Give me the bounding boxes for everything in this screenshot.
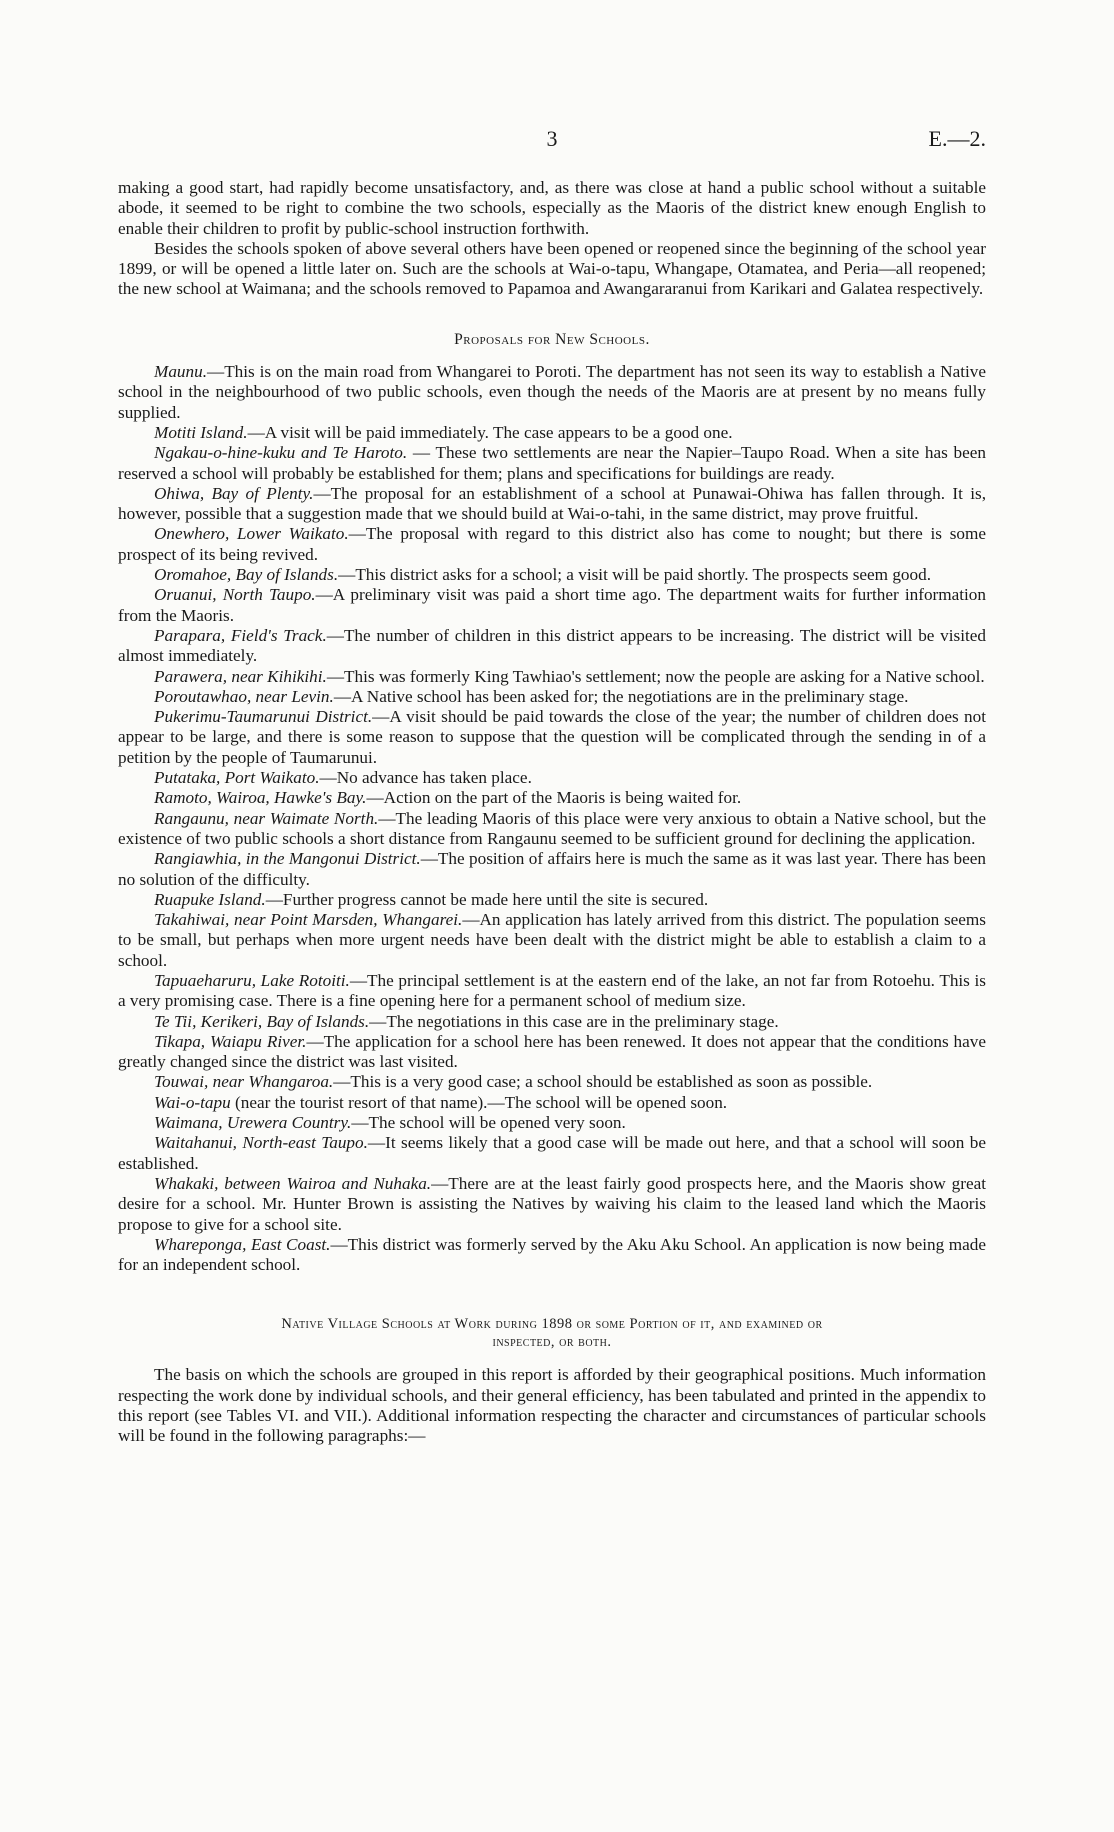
proposal-entry (118, 910, 986, 971)
proposal-text: —The principal settlement is at the eastern end of the lake, an not far from Rotoehu. This is a very promising case. There is a fine opening here for a permanent school of medium size. (118, 970, 986, 1011)
proposal-entry (118, 362, 986, 423)
proposal-entry (118, 423, 986, 443)
proposal-text: —There are at the least fairly good prospects here, and the Maoris show great desire for a school. Mr. Hunter Brown is assisting the Natives by waiving his claim to the leased land which the Maoris propose to give for a school site. (118, 1173, 986, 1234)
proposal-text: —An application has lately arrived from this district. The population seems to be small, but perhaps when more urgent needs have been dealt with the district might be able to establish a claim to a school. (118, 910, 986, 970)
intro-paragraph-1: making a good start, had rapidly become unsatisfactory, and, as there was close at hand a public school without a suitable abode, it seemed to be right to combine the two schools, especially as the Maoris of the district knew enough English to enable their children to profit by public-school instruction forthwith. (118, 178, 986, 238)
proposal-entry (118, 707, 986, 768)
proposal-entry (118, 667, 986, 687)
proposal-text: —The proposal with regard to this district also has come to nought; but there is some prospect of its being revived. (118, 524, 986, 564)
proposal-place: Waimana, Urewera Country. (154, 1113, 352, 1133)
proposal-text: —It seems likely that a good case will be made out here, and that a school will soon be established. (118, 1133, 986, 1173)
proposal-text: —This is on the main road from Whangarei to Poroti. The department has not seen its way to establish a Native school in the neighbourhood of two public schools, even though the needs of the Maoris are at present by no means fully supplied. (118, 362, 986, 422)
proposal-place: Parawera, near Kihikihi. (154, 666, 327, 686)
proposal-text: —The school will be opened very soon. (351, 1113, 626, 1133)
proposal-text: —A preliminary visit was paid a short time ago. The department waits for further information from the Maoris. (118, 585, 986, 625)
proposal-place: Oromahoe, Bay of Islands. (154, 565, 339, 585)
proposal-text: —This district was formerly served by the Aku Aku School. An application is now being made for an independent school. (118, 1234, 986, 1275)
proposals-list (118, 362, 986, 1275)
proposal-entry (118, 443, 986, 484)
section-heading (118, 1315, 986, 1351)
proposal-place: Ruapuke Island. (154, 889, 266, 909)
section-paragraph: The basis on which the schools are grouped in this report is afforded by their geographical positions. Much information respecting the work done by individual schools, and their general efficiency, has been tabulated and printed in the appendix to this report (see Tables VI. and VII.). Additional information respecting the character and circumstances of particular schools will be found in the following paragraphs:— (118, 1365, 986, 1446)
proposal-entry (118, 687, 986, 707)
proposal-text: —Action on the part of the Maoris is being waited for. (366, 788, 742, 808)
page-header (118, 126, 986, 156)
proposal-text: —The proposal for an establishment of a school at Punawai-Ohiwa has fallen through. It is, however, possible that a suggestion made that we should build at Wai-o-tahi, in the same district, may prove fruitful. (118, 483, 986, 524)
proposal-place: Rangaunu, near Waimate North. (154, 808, 379, 828)
proposal-text: —This is a very good case; a school should be established as soon as possible. (333, 1072, 873, 1092)
proposal-entry (118, 1012, 986, 1032)
proposal-place: Whakaki, between Wairoa and Nuhaka. (154, 1173, 432, 1193)
proposal-entry (118, 585, 986, 626)
proposal-entry (118, 1235, 986, 1276)
proposal-text: —Further progress cannot be made here until the site is secured. (265, 889, 709, 909)
proposal-text: —The negotiations in this case are in the preliminary stage. (369, 1011, 779, 1031)
proposal-text: —The position of affairs here is much the same as it was last year. There has been no solution of the difficulty. (118, 849, 986, 889)
proposal-text: —A Native school has been asked for; the negotiations are in the preliminary stage. (333, 686, 909, 706)
proposal-text: —A visit will be paid immediately. The case appears to be a good one. (247, 422, 733, 442)
proposal-entry (118, 1072, 986, 1092)
section-heading-line-2: inspected, or both. (492, 1334, 612, 1351)
proposal-place: Putataka, Port Waikato. (154, 768, 320, 788)
proposal-entry (118, 768, 986, 788)
proposal-place: Tapuaeharuru, Lake Rotoiti. (154, 970, 350, 990)
proposal-entry (118, 1032, 986, 1073)
proposal-entry (118, 971, 986, 1012)
proposal-place: Ramoto, Wairoa, Hawke's Bay. (154, 788, 367, 808)
proposal-text: (near the tourist resort of that name).—The school will be opened soon. (230, 1092, 728, 1112)
proposal-text: —The number of children in this district appears to be increasing. The district will be visited almost immediately. (118, 625, 987, 666)
section-heading-line-1: Native Village Schools at Work during 1898 or some Portion of it, and examined or (281, 1316, 823, 1333)
proposal-text: —A visit should be paid towards the close of the year; the number of children does not appear to be large, and there is some reason to suppose that the question will be complicated through the sending in of a petition by the people of Taumarunui. (118, 707, 986, 767)
proposal-text: —This was formerly King Tawhiao's settlement; now the people are asking for a Native school. (326, 666, 985, 686)
proposal-entry (118, 890, 986, 910)
proposal-entry (118, 626, 986, 667)
proposal-entry (118, 849, 986, 890)
proposal-text: —No advance has taken place. (319, 768, 532, 788)
proposal-place: Rangiawhia, in the Mangonui District. (154, 849, 421, 869)
proposal-place: Motiti Island. (154, 422, 248, 442)
proposal-entry (118, 809, 986, 850)
proposal-entry (118, 565, 986, 585)
proposal-place: Oruanui, North Taupo. (154, 585, 316, 605)
proposal-place: Ohiwa, Bay of Plenty. (154, 483, 314, 503)
proposal-text: —The application for a school here has been renewed. It does not appear that the conditions have greatly changed since the district was last visited. (118, 1031, 987, 1072)
proposal-text: — These two settlements are near the Napier–Taupo Road. When a site has been reserved a school will probably be established for them; plans and specifications for buildings are ready. (118, 443, 986, 483)
proposal-place: Takahiwai, near Point Marsden, Whangarei. (154, 910, 463, 930)
proposal-place: Tikapa, Waiapu River. (154, 1031, 307, 1051)
proposal-place: Wai-o-tapu (154, 1092, 231, 1112)
proposal-entry (118, 1133, 986, 1174)
proposal-place: Te Tii, Kerikeri, Bay of Islands. (154, 1011, 370, 1031)
proposal-entry (118, 524, 986, 565)
proposal-place: Poroutawhao, near Levin. (154, 686, 334, 706)
intro-paragraph-2: Besides the schools spoken of above several others have been opened or reopened since the beginning of the school year 1899, or will be opened a little later on. Such are the schools at Wai-o-tapu, Whangape, Otamatea, and Peria—all reopened; the new school at Waimana; and the schools removed to Papamoa and Awangararanui from Karikari and Galatea respectively. (118, 238, 986, 299)
proposal-entry (118, 1113, 986, 1133)
proposal-entry (118, 484, 986, 525)
proposal-place: Waitahanui, North-east Taupo. (154, 1133, 368, 1153)
proposal-text: —The leading Maoris of this place were very anxious to obtain a Native school, but the existence of two public schools a short distance from Rangaunu seemed to be sufficient ground for declining the application. (118, 808, 986, 848)
page-number: 3 (546, 126, 558, 151)
proposal-text: —This district asks for a school; a visit will be paid shortly. The prospects seem good. (338, 565, 932, 585)
proposal-place: Ngakau-o-hine-kuku and Te Haroto. (154, 443, 408, 463)
proposal-entry (118, 1174, 986, 1235)
proposal-entry (118, 1093, 986, 1113)
proposal-place: Pukerimu-Taumarunui District. (154, 707, 373, 727)
document-body (118, 178, 986, 1447)
proposal-place: Whareponga, East Coast. (154, 1234, 331, 1254)
proposals-heading: Proposals for New Schools. (454, 330, 650, 348)
proposal-place: Parapara, Field's Track. (154, 625, 327, 645)
proposal-entry (118, 788, 986, 808)
proposal-place: Touwai, near Whangaroa. (154, 1072, 334, 1092)
proposal-place: Maunu. (154, 362, 207, 382)
proposal-place: Onewhero, Lower Waikato. (154, 524, 349, 544)
document-reference: E.—2. (928, 126, 986, 151)
